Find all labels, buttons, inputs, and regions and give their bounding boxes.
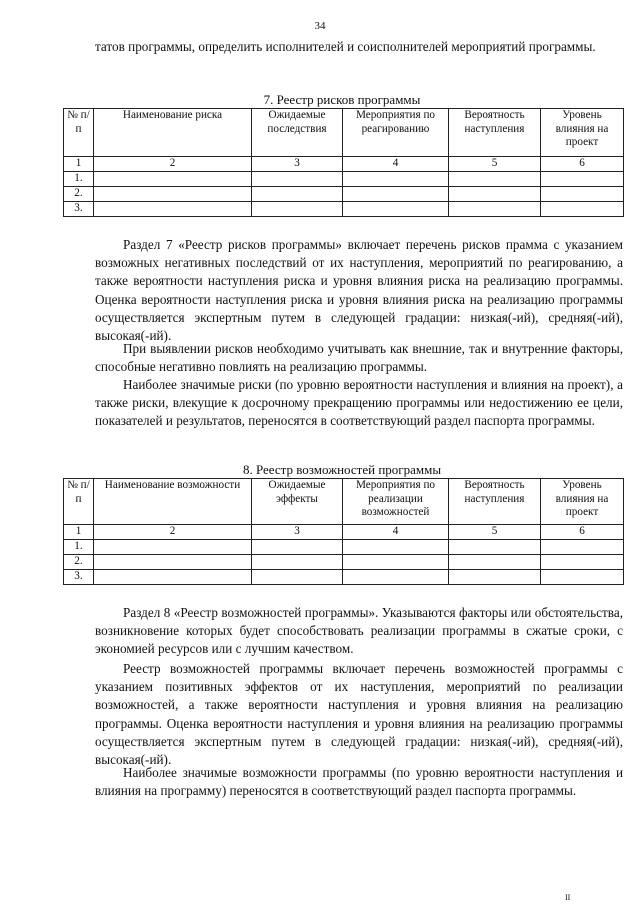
- table7-number-cell: 2: [94, 157, 252, 172]
- row-number: 2.: [64, 555, 94, 570]
- risk-register-table: [63, 108, 624, 217]
- table7-number-cell: 1: [64, 157, 94, 172]
- table-row: [64, 570, 624, 585]
- table8-number-cell: 1: [64, 525, 94, 540]
- footer-mark: II: [565, 893, 571, 902]
- table7-header-cell: Мероприятия по реагированию: [343, 109, 449, 157]
- section8-paragraph-2: Реестр возможностей программы включает перечень возможностей программы с указанием позитивных эффектов от их наступления, мероприятий по реализации возможностей, а также вероятности наступления и уровня влияния на реализацию программы. Оценка вероятности наступления и уровня влияния на реализацию программы осуществляется экспертным путем в следующей градации: низкая(-ий), средняя(-ий), высокая(-ий).: [95, 661, 623, 768]
- table7-header-cell: Уровень влияния на проект: [541, 109, 624, 157]
- table7-header-row: [64, 109, 624, 157]
- table7-number-cell: 6: [541, 157, 624, 172]
- row-number: 1.: [64, 540, 94, 555]
- table8-number-cell: 6: [541, 525, 624, 540]
- section7-paragraph-2: При выявлении рисков необходимо учитывать как внешние, так и внутренние факторы, способные негативно повлиять на реализацию программы.: [95, 341, 623, 375]
- table-row: [64, 540, 624, 555]
- section7-paragraph-3: Наиболее значимые риски (по уровню вероятности наступления и влияния на проект), а также риски, влекущие к досрочному прекращению программы или недостижению ее цели, показателей и результатов, переносятся в соответствующий раздел паспорта программы.: [95, 377, 623, 429]
- opportunity-register-table: [63, 478, 624, 585]
- page-number: 34: [314, 20, 326, 32]
- table-row: [64, 172, 624, 187]
- section8-paragraph-1: Раздел 8 «Реестр возможностей программы». Указываются факторы или обстоятельства, возникновение которых будет способствовать реализации программы в сжатые сроки, с экономией ресурсов или с лучшим качеством.: [95, 605, 623, 657]
- table8-header-cell: Мероприятия по реализации возможностей: [343, 479, 449, 525]
- table8-number-cell: 5: [449, 525, 541, 540]
- table-row: [64, 555, 624, 570]
- table7-caption: 7. Реестр рисков программы: [263, 92, 421, 107]
- table8-number-cell: 3: [252, 525, 343, 540]
- table7-number-cell: 3: [252, 157, 343, 172]
- table8-header-cell: Ожидаемые эффекты: [252, 479, 343, 525]
- table-row: [64, 202, 624, 217]
- section7-paragraph-1: Раздел 7 «Реестр рисков программы» включает перечень рисков прамма с указанием возможных негативных последствий от их наступления, мероприятий по реагированию, а также вероятности наступления риска и уровня влияния риска на реализацию программы. Оценка вероятности наступления риска и уровня влияния риска на реализацию программы осуществляется экспертным путем в следующей градации: низкая(-ий), средняя(-ий), высокая(-ий).: [95, 237, 623, 344]
- table8-header-cell: Уровень влияния на проект: [541, 479, 624, 525]
- row-number: 1.: [64, 172, 94, 187]
- table8-number-row: [64, 525, 624, 540]
- table8-header-cell: Наименование возможности: [94, 479, 252, 525]
- table7-number-cell: 5: [449, 157, 541, 172]
- table7-header-cell: № п/п: [64, 109, 94, 157]
- row-number: 3.: [64, 202, 94, 217]
- row-number: 3.: [64, 570, 94, 585]
- table7-number-row: [64, 157, 624, 172]
- section8-paragraph-3: Наиболее значимые возможности программы (по уровню вероятности наступления и влияния на программу) переносятся в соответствующий раздел паспорта программы.: [95, 765, 623, 799]
- table8-caption: 8. Реестр возможностей программы: [242, 462, 442, 477]
- table8-number-cell: 4: [343, 525, 449, 540]
- table8-number-cell: 2: [94, 525, 252, 540]
- row-number: 2.: [64, 187, 94, 202]
- table7-header-cell: Ожидаемые последствия: [252, 109, 343, 157]
- table-row: [64, 187, 624, 202]
- table8-header-cell: Вероятность наступления: [449, 479, 541, 525]
- table7-header-cell: Наименование риска: [94, 109, 252, 157]
- table8-header-cell: № п/п: [64, 479, 94, 525]
- table7-number-cell: 4: [343, 157, 449, 172]
- table8-header-row: [64, 479, 624, 525]
- table7-header-cell: Вероятность наступления: [449, 109, 541, 157]
- intro-paragraph: татов программы, определить исполнителей и соисполнителей мероприятий программы.: [95, 39, 596, 54]
